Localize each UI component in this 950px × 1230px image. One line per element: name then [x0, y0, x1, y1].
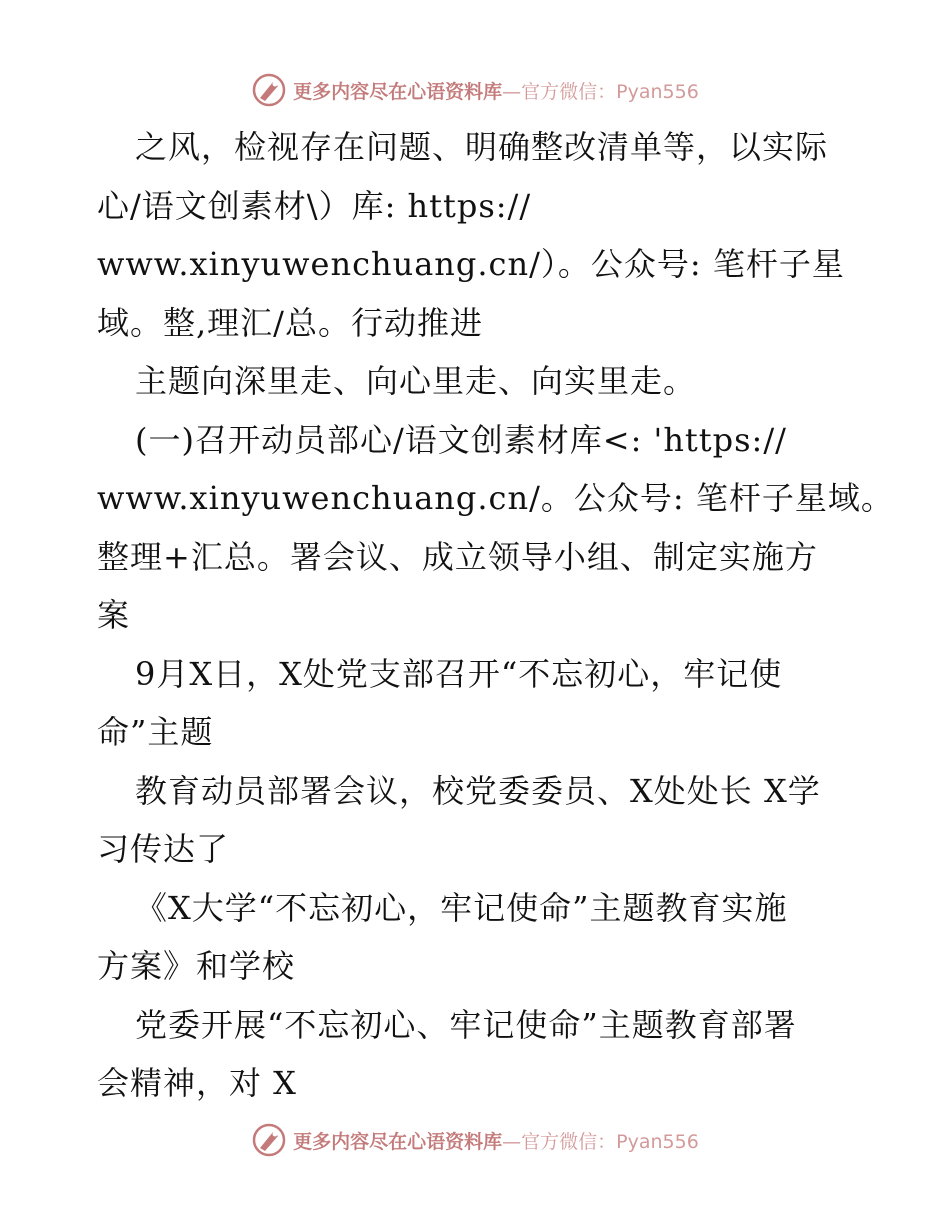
- text-line: 之风，检视存在问题、明确整改清单等，以实际: [135, 128, 829, 166]
- text-line: 9月X日，X处党支部召开“不忘初心，牢记使: [135, 654, 783, 693]
- text-line: 会精神，对 X: [97, 1064, 297, 1102]
- pen-logo-icon: [251, 1122, 287, 1158]
- header-watermark: [0, 70, 950, 110]
- text-line: 域。整,理汇/总。行动推进: [97, 303, 483, 342]
- watermark-text: [293, 77, 699, 104]
- text-line: 方案》和学校: [97, 947, 296, 985]
- text-line: 命”主题: [97, 713, 214, 751]
- text-line: www.xinyuwenchuang.cn/。公众号: 笔杆子星域。: [97, 479, 894, 517]
- text-line: 党委开展“不忘初心、牢记使命”主题教育部署: [135, 1005, 797, 1044]
- text-line: 案: [97, 596, 131, 634]
- watermark-rest: —官方微信：Pyan556: [502, 1130, 699, 1153]
- footer-watermark: [0, 1120, 950, 1160]
- text-line: 《X大学“不忘初心，牢记使命”主题教育实施: [135, 888, 788, 927]
- text-line: (一)召开动员部心/语文创素材库<: 'https://: [135, 420, 787, 459]
- text-line: 习传达了: [97, 830, 230, 868]
- text-line: 整理+汇总。署会议、成立领导小组、制定实施方: [97, 537, 818, 576]
- text-line: 教育动员部署会议，校党委委员、X处处长 X学: [135, 771, 821, 810]
- text-line: www.xinyuwenchuang.cn/）。公众号: 笔杆子星: [97, 245, 845, 283]
- document-body: [97, 118, 894, 1113]
- watermark-text: [293, 1127, 699, 1154]
- watermark-rest: —官方微信：Pyan556: [502, 80, 699, 103]
- pen-logo-icon: [251, 72, 287, 108]
- watermark-main: 更多内容尽在心语资料库: [293, 80, 503, 103]
- text-line: 心/语文创素材\）库: https://: [97, 186, 532, 225]
- text-line: 主题向深里走、向心里走、向实里走。: [135, 362, 697, 400]
- watermark-main: 更多内容尽在心语资料库: [293, 1130, 503, 1153]
